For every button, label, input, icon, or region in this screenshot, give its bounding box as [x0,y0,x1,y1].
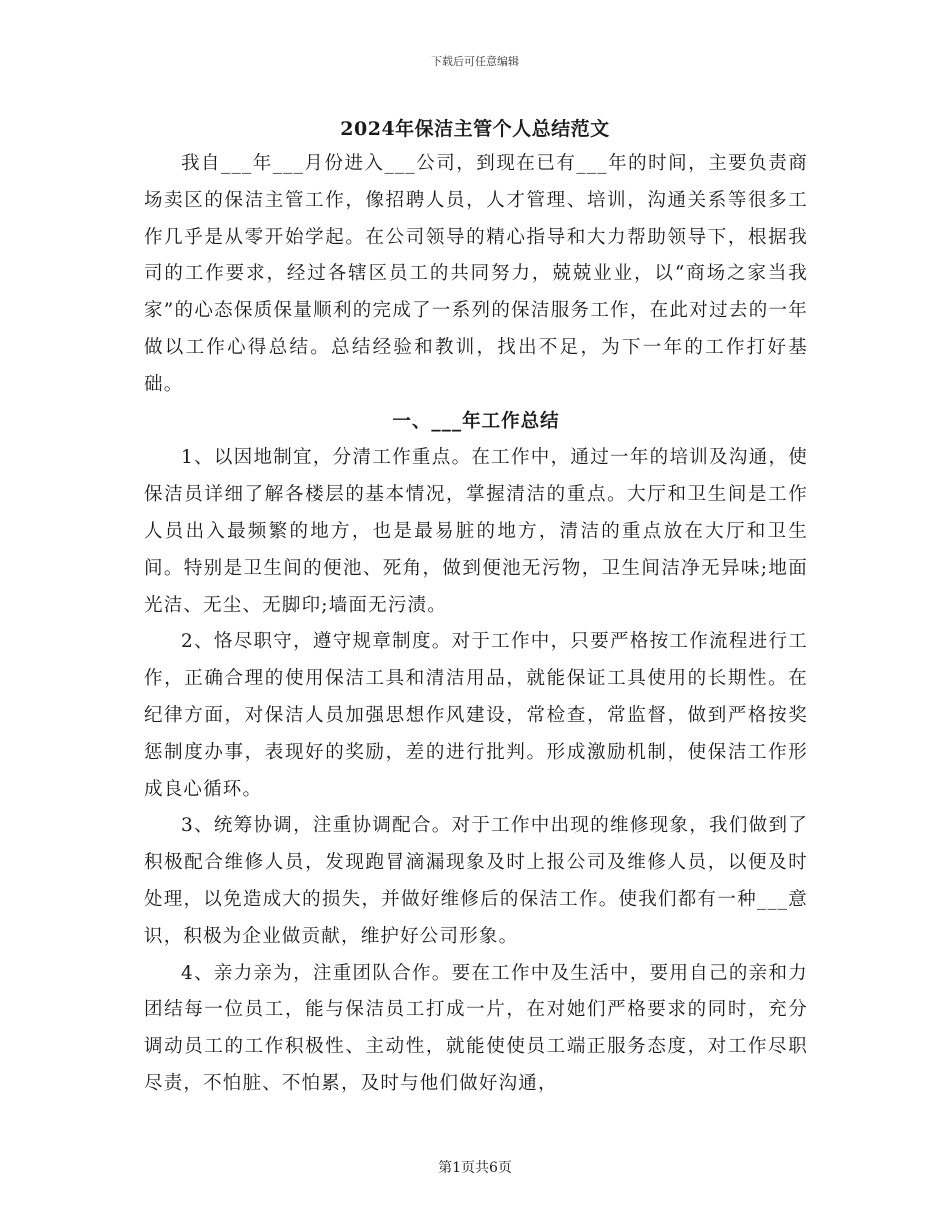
page-header: 下载后可任意编辑 [431,55,519,68]
intro-paragraph: 我自___年___月份进入___公司，到现在已有___年的时间，主要负责商场卖区的保洁主管工作，像招聘人员，人才管理、培训，沟通关系等很多工作几乎是从零开始学起。在公司领导的精心指导和大力帮助领导下，根据我司的工作要求，经过各辖区员工的共同努力，兢兢业业，以“商场之家当我家”的心态保质保量顺利的完成了一系列的保洁服务工作，在此对过去的一年做以工作心得总结。总结经验和教训，找出不足，为下一年的工作打好基础。 [144,153,808,395]
list-item: 2、恪尽职守，遵守规章制度。对于工作中，只要严格按工作流程进行工作，正确合理的使用保洁工具和清洁用品，就能保证工具使用的长期性。在纪律方面，对保洁人员加强思想作风建设，常检查，常监督，做到严格按奖惩制度办事，表现好的奖励，差的进行批判。形成激励机制，使保洁工作形成良心循环。 [144,631,808,800]
list-item: 1、以因地制宜，分清工作重点。在工作中，通过一年的培训及沟通，使保洁员详细了解各楼层的基本情况，掌握清洁的重点。大厅和卫生间是工作人员出入最频繁的地方，也是最易脏的地方，清洁的重点放在大厅和卫生间。特别是卫生间的便池、死角，做到便池无污物，卫生间洁净无异味;地面光洁、无尘、无脚印;墙面无污渍。 [144,447,808,616]
document-title: 2024年保洁主管个人总结范文 [340,118,610,140]
list-item: 3、统筹协调，注重协调配合。对于工作中出现的维修现象，我们做到了积极配合维修人员，发现跑冒滴漏现象及时上报公司及维修人员，以便及时处理，以免造成大的损失，并做好维修后的保洁工作。使我们都有一种___意识，积极为企业做贡献，维护好公司形象。 [144,815,808,947]
section-heading: 一、___年工作总结 [392,410,560,432]
list-item: 4、亲力亲为，注重团队合作。要在工作中及生活中，要用自己的亲和力团结每一位员工，能与保洁员工打成一片，在对她们严格要求的同时，充分调动员工的工作积极性、主动性，就能使使员工端正服务态度，对工作尽职尽责，不怕脏、不怕累，及时与他们做好沟通， [144,962,808,1094]
page-number: 第1页共6页 [438,1160,512,1176]
document-body [144,146,808,1103]
